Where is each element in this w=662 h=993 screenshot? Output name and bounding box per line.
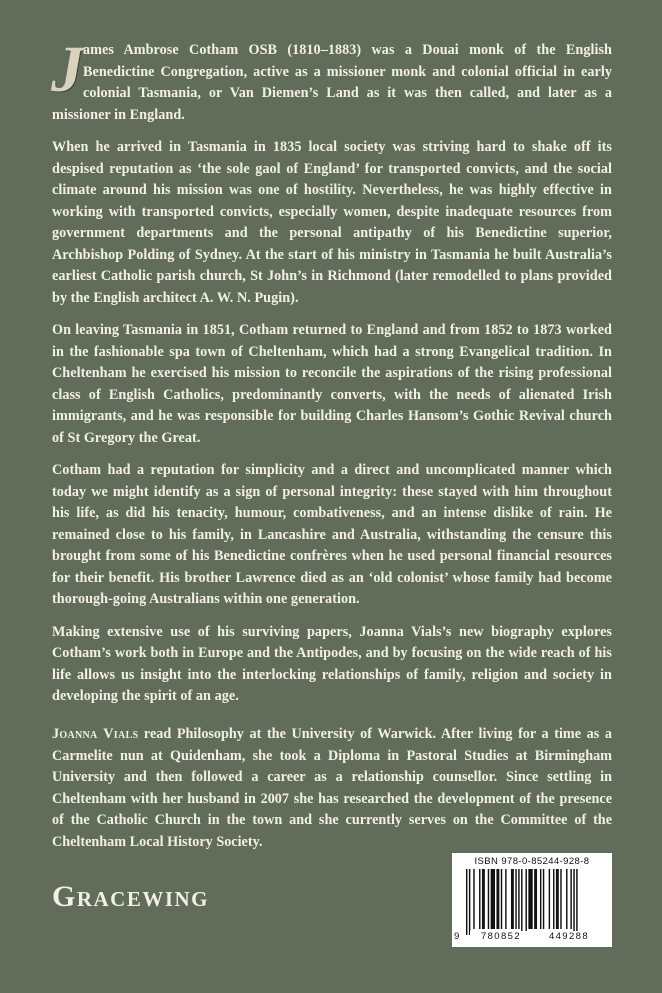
blurb-paragraph-1-text: ames Ambrose Cotham OSB (1810–1883) was a Douai monk of the English Benedictine Congregation, active as a missioner monk and colonial official in early colonial Tasmania, or Van Diemen’s Land as it was then called, and later as a missioner in England. [52, 42, 612, 123]
barcode-bar [528, 869, 532, 929]
barcode-first-digit: 9 [454, 931, 460, 942]
barcode-bar [473, 869, 474, 929]
author-name: Joanna Vials [52, 726, 139, 742]
barcode-right-digits: 449288 [538, 931, 600, 942]
barcode-bar [496, 869, 499, 929]
barcode-bar [505, 869, 506, 929]
barcode-bar [566, 869, 567, 929]
publisher-name: Gracewing [52, 880, 210, 913]
barcode-bars [458, 868, 606, 936]
barcode-bar [469, 869, 470, 935]
barcode-bar [488, 869, 489, 929]
barcode-bar [570, 869, 571, 929]
barcode-bar [501, 869, 502, 929]
blurb-text [51, 33, 612, 719]
barcode-left-digits: 780852 [470, 931, 532, 942]
drop-cap: J [51, 33, 85, 106]
barcode-bar [479, 869, 480, 929]
author-bio-text: read Philosophy at the University of Warwick. After living for a time as a Carmelite nun at Quidenham, she took a Diploma in Pastoral Studies at Birmingham University and then followed a career as a relationship counsellor. Since settling in Cheltenham with her husband in 2007 she has researched the development of the presence of the Catholic Church in the town and she currently serves on the Committee of the Cheltenham Local History Society. [52, 726, 612, 850]
barcode-bar [534, 869, 537, 929]
isbn-label: ISBN 978-0-85244-928-8 [474, 856, 590, 867]
barcode-digits [452, 931, 612, 945]
barcode-bar [515, 869, 516, 929]
barcode-bar [511, 869, 514, 929]
barcode-bar [556, 869, 559, 929]
barcode-bar [491, 869, 495, 929]
blurb-paragraph-1 [51, 33, 612, 126]
barcode-bar [553, 869, 554, 929]
barcode-bar [482, 869, 485, 929]
barcode-bar [560, 869, 561, 929]
blurb-paragraph-2: When he arrived in Tasmania in 1835 local society was striving hard to shake off its despised reputation as ‘the sole gaol of England’ for transported convicts, and the social climate around his mission was one of hostility. Nevertheless, he was highly effective in working with transported convicts, especially women, despite inadequate resources from government departments and the personal antipathy of his Benedictine superior, Archbishop Polding of Sydney. At the start of his ministry in Tasmania he built Australia’s earliest Catholic parish church, St John’s in Richmond (later remodelled to plans provided by the English architect A. W. N. Pugin). [52, 139, 612, 306]
barcode-bar [576, 869, 577, 935]
barcode-bar [521, 869, 522, 935]
blurb-paragraph-3: On leaving Tasmania in 1851, Cotham returned to England and from 1852 to 1873 worked in the fashionable spa town of Cheltenham, which had a strong Evangelical tradition. In Cheltenham he exercised his mission to reconcile the aspirations of the rising professional class of English Catholics, predominantly converts, with the needs of alienated Irish immigrants, and he was responsible for building Charles Hansom’s Gothic Revival church of St Gregory the Great. [52, 322, 612, 446]
barcode [452, 853, 612, 947]
author-bio-paragraph [52, 724, 612, 853]
barcode-bar [573, 869, 574, 935]
barcode-bar [540, 869, 541, 929]
barcode-bar [549, 869, 550, 929]
blurb-paragraph-5: Making extensive use of his surviving papers, Joanna Vials’s new biography explores Cotham’s work both in Europe and the Antipodes, and by focusing on the wide reach of his life allows us insight into the interlocking relationships of family, religion and society in developing the spirit of an age. [52, 623, 612, 704]
barcode-bar [543, 869, 544, 929]
blurb-paragraph-4: Cotham had a reputation for simplicity and a direct and uncomplicated manner which today we might identify as a sign of personal integrity: these stayed with him throughout his life, as did his tenacity, humour, combativeness, and an intense dislike of rain. He remained close to his family, in Lancashire and Australia, withstanding the censure this brought from some of his Benedictine confrères when he used personal financial resources for their benefit. His brother Lawrence died as an ‘old colonist’ whose family had become thorough-going Australians within one generation. [52, 462, 612, 607]
barcode-bar [525, 869, 526, 935]
barcode-bar [466, 869, 467, 935]
author-bio [52, 724, 612, 853]
barcode-bar [518, 869, 519, 929]
